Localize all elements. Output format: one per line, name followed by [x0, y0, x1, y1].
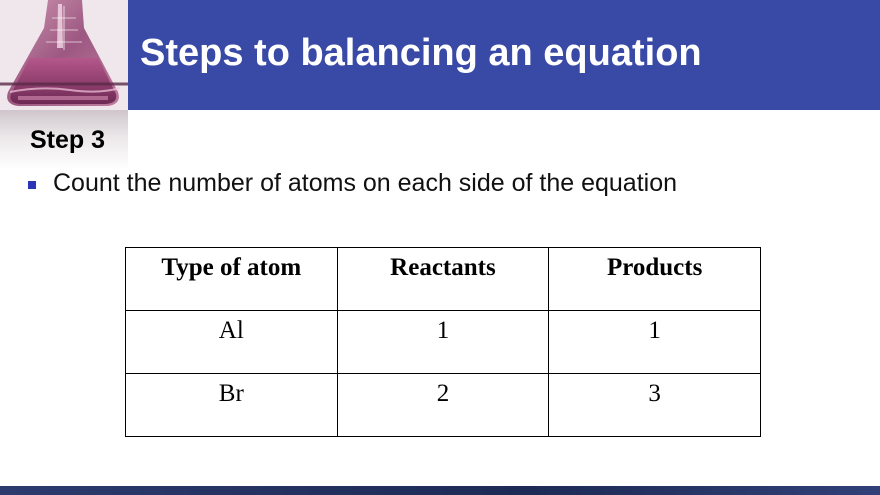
atom-count-table [125, 247, 761, 437]
step-heading: Step 3 [30, 126, 106, 154]
cell-reactants-count: 1 [337, 311, 549, 374]
cell-products-count: 3 [549, 374, 761, 437]
header-reactants: Reactants [337, 248, 549, 311]
footer-bar [0, 486, 880, 495]
table-header-row [126, 248, 761, 311]
bullet-square-icon [28, 181, 36, 189]
table-row [126, 374, 761, 437]
header-type-of-atom: Type of atom [126, 248, 338, 311]
slide-title: Steps to balancing an equation [140, 32, 702, 74]
cell-atom-type: Al [126, 311, 338, 374]
flask-image [0, 0, 128, 110]
header-products: Products [549, 248, 761, 311]
cell-atom-type: Br [126, 374, 338, 437]
cell-products-count: 1 [549, 311, 761, 374]
cell-reactants-count: 2 [337, 374, 549, 437]
bullet-item [28, 169, 677, 198]
table-row [126, 311, 761, 374]
bullet-text: Count the number of atoms on each side of the equation [53, 169, 678, 197]
flask-icon [0, 0, 128, 110]
